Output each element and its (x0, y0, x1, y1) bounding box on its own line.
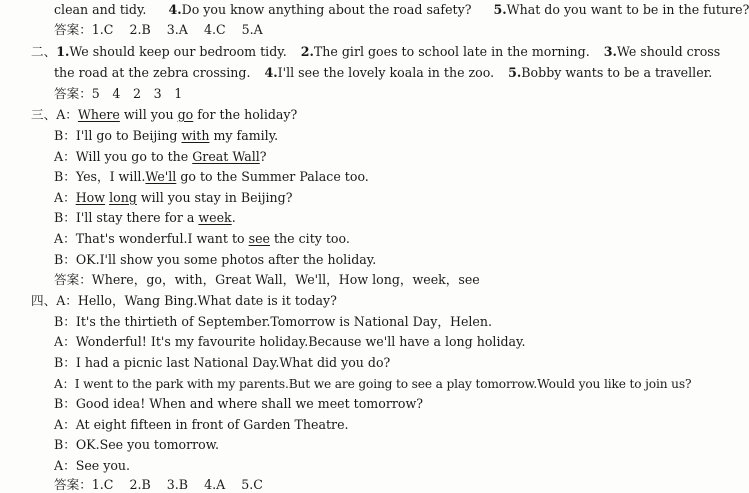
dialogue-text: A：Hello，Wang Bing.What date is it today? (56, 293, 337, 308)
sentence-text: Bobby wants to be a traveller. (521, 65, 713, 80)
item-number: 1. (56, 44, 70, 59)
section-4-line-1 (31, 293, 337, 309)
filled-blank: long (109, 190, 137, 205)
answer-item: 3.B (166, 477, 189, 492)
sentence-text: I'll see the lovely koala in the zoo. (277, 65, 495, 80)
dialogue-text: ? (259, 149, 267, 164)
filled-blank: week (198, 210, 232, 225)
section-4-line-5: A：I went to the park with my parents.But we are going to see a play tomorrow.Would you like to join us? (54, 377, 692, 391)
item-number: 5. (493, 2, 507, 17)
answer-item: 2.B (129, 22, 151, 37)
section-4-answer (54, 477, 263, 493)
dialogue-text: go to the Summer Palace too. (176, 169, 369, 184)
section-2-line-2 (54, 65, 712, 81)
item-number: 2. (300, 44, 314, 59)
filled-blank: We'll (145, 169, 177, 184)
answer-item: 2.B (129, 477, 151, 492)
dialogue-text: the city too. (269, 231, 350, 246)
dialogue-text: A：That's wonderful.I want to (54, 231, 249, 246)
section-3-line-4 (54, 169, 369, 185)
section-3-line-6 (54, 210, 236, 226)
dialogue-text: B：I'll stay there for a (54, 210, 199, 225)
dialogue-text: B：Yes，I will. (54, 169, 146, 184)
sentence-text: clean and tidy. (54, 2, 147, 17)
item-number: 5. (508, 65, 522, 80)
section-3-line-1 (31, 107, 297, 123)
sentence-text: Do you know anything about the road safety? (181, 2, 472, 17)
sentence-text: We should cross (616, 44, 721, 59)
filled-blank: Great Wall (192, 149, 260, 164)
dialogue-text: my family. (209, 128, 279, 143)
section-4-line-7: A：At eight fifteen in front of Garden Theatre. (54, 417, 349, 432)
answer-item: 4.A (204, 477, 226, 492)
dialogue-text: A：Will you go to the (54, 149, 193, 164)
dialogue-text: A： (54, 190, 76, 205)
speaker: A： (56, 107, 78, 122)
filled-blank: How (75, 190, 106, 205)
section-4-line-9: A：See you. (54, 458, 131, 473)
filled-blank: with (181, 128, 210, 143)
item-number: 4. (264, 65, 278, 80)
answer-item: 5.A (241, 22, 263, 37)
section-4-line-4: B：I had a picnic last National Day.What did you do? (54, 355, 391, 370)
dialogue-text: for the holiday? (193, 107, 298, 122)
section-3-line-3 (54, 149, 267, 165)
section-2-line-1 (31, 44, 720, 60)
section-3-line-8: B：OK.I'll show you some photos after the holiday. (54, 252, 377, 267)
section-4-line-8: B：OK.See you tomorrow. (54, 437, 220, 452)
item-number: 3. (603, 44, 617, 59)
dialogue-text: will you stay in Beijing? (136, 190, 293, 205)
dialogue-text: will you (119, 107, 178, 122)
sentence-text: We should keep our bedroom tidy. (69, 44, 287, 59)
filled-blank: go (177, 107, 194, 122)
section-label: 二、 (31, 44, 57, 59)
section-4-line-6: B：Good idea! When and where shall we meet tomorrow? (54, 396, 423, 411)
filled-blank: see (248, 231, 270, 246)
line-1 (54, 2, 749, 18)
answer-item: 3.A (166, 22, 188, 37)
section-3-line-2 (54, 128, 278, 144)
section-3-line-5 (54, 190, 292, 206)
answer-item: 答案：1.C (54, 477, 114, 492)
sentence-text: The girl goes to school late in the morning. (313, 44, 590, 59)
section-3-line-7 (54, 231, 350, 247)
answer-item: 5.C (241, 477, 263, 492)
section-label: 三、 (31, 107, 57, 122)
dialogue-text: B：I'll go to Beijing (54, 128, 182, 143)
answer-item: 4.C (203, 22, 226, 37)
answer-line-top (54, 22, 263, 38)
sentence-text: What do you want to be in the future? (506, 2, 749, 17)
section-label: 四、 (31, 293, 57, 308)
dialogue-text: . (231, 210, 236, 225)
answer-item: 答案：1.C (54, 22, 114, 37)
section-3-answer: 答案：Where，go，with，Great Wall，We'll，How long，week，see (54, 272, 480, 287)
filled-blank: Where (77, 107, 120, 122)
section-4-line-2: B：It's the thirtieth of September.Tomorrow is National Day，Helen. (54, 314, 492, 329)
item-number: 4. (168, 2, 182, 17)
section-2-answer: 答案：5 4 2 3 1 (54, 86, 183, 101)
section-4-line-3: A：Wonderful! It's my favourite holiday.Because we'll have a long holiday. (54, 334, 526, 349)
sentence-text: the road at the zebra crossing. (54, 65, 251, 80)
